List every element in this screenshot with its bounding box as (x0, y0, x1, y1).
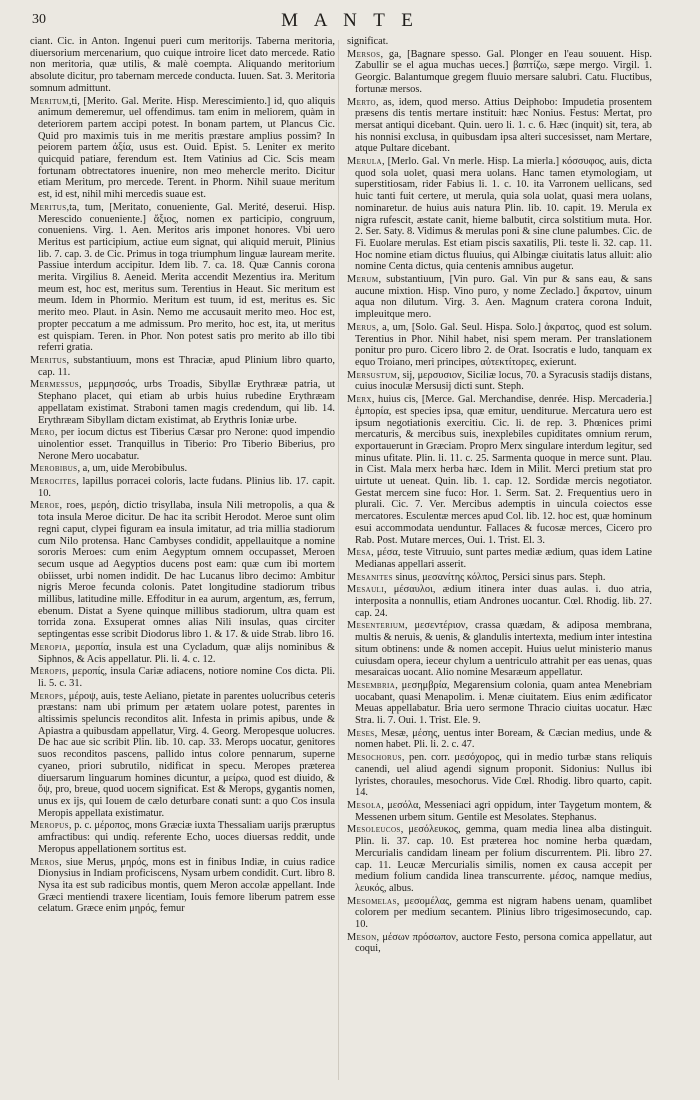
entry-text: , per iocum dictus est Tiberius Cæsar pro Nerone: quod impendio uinolentior esset. Tranquillus in Tiberio: Pro Tiberio Biberius, pro Nerone Mero uocabatur. (38, 427, 335, 462)
dictionary-entry (347, 620, 652, 679)
dictionary-entry (347, 932, 652, 955)
dictionary-entry (30, 96, 335, 201)
dictionary-entry (30, 500, 335, 640)
entry-text: , μεσόλα, Messeniaci agri oppidum, inter Taygetum montem, & Messenen urbem situm. Gentile est Mesolates. Stephanus. (355, 800, 652, 823)
entry-text: , [Merlo. Gal. Vn merle. Hisp. La mierla.] κόσσυφος, auis, dicta quod sola uolet, quasi mera uolans. Hanc tamen etymologiam, ut superstitiosam, rider Fabius li. 1. c. 10. ita Varronem uellicans, sed huic tanti fuit certere, ut merula, quia sola uolat, quasi mera uolans, nominaretur. de huius auis natura Plin. lib. 10. capit. 19. Merula ex nigra rufescit, æstate canit, hieme balbutit, circa solstitium muta. Hor. 2. Ser. Saty. 8. Vidimus & merulas poni & sine clune palumbes. Cic. de Fi. Euolare merulas. Est etiam piscis saxatilis, Pli. teste li. 32. cap. 11. Hoc nomine etiam dictus fluuius, qui Albingæ ciuitatis latus alluit: alio nomine Centa dictus, quia centenis amnibus augetur. (355, 156, 652, 273)
entry-headword: Merocites (30, 476, 77, 488)
entry-headword: Mesa (347, 547, 372, 559)
dictionary-entry (347, 824, 652, 894)
dictionary-entry (347, 322, 652, 369)
entry-text: sinus, μεσανίτης κόλπος, Persici sinus pars. Steph. (392, 571, 606, 583)
left-column (30, 36, 335, 916)
entry-headword: Merobibus (30, 463, 78, 475)
entry-text: , lapillus porracei coloris, lacte fudans. Plinius lib. 17. capit. 10. (38, 476, 335, 499)
entry-text: ,ta, tum, [Meritato, conueniente, Gal. Merité, deserui. Hisp. Merescido conueniente.] ἄξιος, nomen ex participio, congruum, conueniens. Virg. 1. Aen. Meritos aris imponet honores. Vbi uero Meritus est participium, actiue eum signat, qui aliquid meruit, Plinius lib. 7. cap. 3. de Cic. Primus in toga triumphum linguæ lauream merite. Passiue interdum accipitur. Idem lib. 7. ca. 18. Quæ Cannis corona merita. Virgilius 8. Aeneid. Merita accendit Mezentius ira. Meritum meum est, hoc est, meritus sum. Terentius in Heaut. Sic meritum est meum. Idem in Phormio. Meritum est tuum, id est, meritus es. Sic merito meo. Plaut. in Asin. Nemo me accusauit merito meo. Hoc est, propter peccatum a me admissum. Pro merito, hoc est, ita, ut meritus est quispiam. Teren. in Phor. Non potest satis pro merito ab illo tibi referri gratia. (38, 201, 335, 354)
entry-headword: Meroe (30, 500, 60, 512)
entry-text: , μεσεντέριον, crassa quædam, & adiposa membrana, multis & neruis, & uenis, & glandulis intertexta, medium inter intestina situm obtinens: unde & nomen accepit. Huius uelut ministerio manus cuiusdam opera, ieceur chylum a uentriculo attrahit per eas uenas, quas mesaraicas uocant. Alio nomine Mesaræum appellatur. (355, 620, 652, 679)
entry-text: , substantiuum, [Vin puro. Gal. Vin pur & sans eau, & sans aucune mixtion. Hisp. Vino puro, y nome Zeclado.] ἄκρατον, uinum aqua non dilutum. Virg. 3. Aen. Magnum cratera corona Induit, impleuitque mero. (355, 274, 652, 321)
dictionary-entry (30, 691, 335, 820)
entry-headword: Merto (347, 96, 376, 108)
entry-text: , μέροψ, auis, teste Aeliano, pietate in parentes uolucribus ceteris præstans: nam ubi primum per ætatem uolare potest, parentes in altissimis speluncis reconditos alit. Infesta in primis apibus, unde & Apiastra a quibusdam appellatur, Virg. 4. Georg. Meropesque uolucres. De hac aue sic scribit Plin. lib. 10. cap. 33. Merops uocatur, genitores suos reconditos pascens, pallido intus colore pennarum, superne cyaneo, priori subrutilo, nidificat in specu. Meropes præterea diuersarum linguarum homines dicuntur, a μείρω, quod est diuido, & ὄψ, pro, breue, quod uocem significat. Est & Merops, gygantis nomen, unus ex ijs, qui Iouem de cælo deturbare conati sunt: a quo Cos insula Meropis appellata existimatur. (38, 690, 335, 819)
entry-headword: Meson (347, 931, 377, 943)
dictionary-entry (347, 274, 652, 321)
entry-text: , siue Merus, μηρός, mons est in finibus Indiæ, in cuius radice Dionysius in Indiam proficiscens, Nysam urbem condidit. Curt. libro 8. Nysa ita est sub radicibus montis, quem Meron accolæ appellant. Inde Græci mentiendi traxere licentiam, Iouis femore liberum patrem esse celatum. Græce enim μηρός, femur (38, 856, 335, 915)
dictionary-entry (30, 379, 335, 426)
entry-text: ,ti, [Merito. Gal. Merite. Hisp. Merescimiento.] id, quo aliquis animum demeremur, uel offendimus. tam enim in meliorem, quàm in deteriorem partem accipi potest. In bonam partem, ut Plancus Cic. Quid pro maximis tuis in me meritis præstare amplius possim? In peiorem partem ἀξία, usus est. Ouid. Epist. 5. Leniter ex merito quicquid patiare, ferendum est. Item Vatinius ad Cic. Scis meam fortunam obtrectatores inuenire, non meo mehercle merito. Dicitur etiam Meritum, pro mercede. Terent. in Phorm. Nihil suaue meritum est, id est, nihil mihi mercedis suaue est. (38, 95, 335, 201)
entry-text: significat. (347, 36, 389, 47)
entry-text: , μεσημβρία, Megarensium colonia, quam antea Menebriam uocabant, quasi Menapolim. i. Menæ ciuitatem. Eius enim ædificator Meuas appellabatur. Bria uero sermone Thracio ciuitas uocatur. Hæc Stra. li. 7. Oui. 1. Trist. Ele. 9. (355, 679, 652, 727)
entry-text: , μερμησσός, urbs Troadis, Sibyllæ Erythrææ patria, ut Stephano placet, qui etiam ab urbis huius rubedine Erythræam appellatam existimat. Straboni tamen magis credendum, qui lib. 14. Erythræam Sibyllam dictam existimat, ab Erythris Ioniæ urbe. (38, 379, 335, 426)
entry-headword: Mersustum (347, 369, 398, 381)
right-column (347, 36, 652, 956)
entry-text: , Mesæ, μέσης, uentus inter Boream, & Cæcian medius, unde & nomen habet. Pli. li. 2. c. 47. (355, 727, 652, 751)
entry-text: ciant. Cic. in Anton. Ingenui pueri cum meritorijs. Taberna meritoria, diuersorium mercenarium, quo cuique introire licet dato mercede. Ratio non meritoria, quæ utilis, & malè coempta. Aliquando meritorium absolute dicitur, pro tabernam mercede conducta. Iuuen. Sat. 3. Meritoria somnum admittunt. (30, 36, 335, 94)
entry-text: , sij, μερσυσιον, Siciliæ locus, 70. a Syracusis stadijs distans, cuius inoculæ Mersusij dicti sunt. Steph. (355, 369, 652, 393)
entry-headword: Mesauli (347, 584, 384, 596)
entry-headword: Merx (347, 394, 372, 406)
dictionary-entry (30, 355, 335, 378)
entry-headword: Merus (347, 321, 377, 333)
entry-text: , a, um, uide Merobibulus. (77, 463, 188, 475)
page-header (30, 10, 670, 34)
dictionary-entry (30, 202, 335, 354)
entry-headword: Mersos (347, 48, 381, 60)
entry-headword: Mesenterium (347, 620, 405, 632)
dictionary-entry (347, 680, 652, 727)
entry-headword: Meropus (30, 820, 69, 832)
dictionary-entry (30, 476, 335, 499)
dictionary-entry (347, 728, 652, 751)
dictionary-entry (30, 36, 335, 95)
dictionary-entry (30, 642, 335, 665)
dictionary-entry (347, 49, 652, 96)
entry-text: , ga, [Bagnare spesso. Gal. Plonger en l'eau souuent. Hisp. Zabullir se el agua muchas ueces.] βαπτίζω, sæpe mergo. Virgil. 1. Georgic. Balantumque gregem fluuio mersare salubri. Catu. Fluctibus, fortunæ mersos. (355, 48, 652, 95)
dictionary-entry (347, 800, 652, 823)
entry-headword: Meritus (30, 201, 67, 213)
entry-text: , pen. corr. μεσόχορος, qui in medio turbæ stans reliquis canendi, uel aliud agendi signum proponit. Sidonius: Nullus ibi lyristes, choraules, mesochorus. Vide Cœl. Rhodig. libro quarto, capit. 14. (355, 752, 652, 799)
running-head: M A N T E (281, 10, 419, 31)
entry-headword: Meropia (30, 641, 68, 653)
entry-headword: Mesoleucos (347, 824, 401, 836)
entry-text: , μέσαυλοι, ædium itinera inter duas aulas. i. duo atria, interposita a nonnullis, etiam Andrones uocantur. Cœl. Rhodig. lib. 27. cap. 24. (355, 584, 652, 619)
page-number: 30 (32, 12, 46, 27)
entry-headword: Merops (30, 690, 64, 702)
dictionary-entry (30, 427, 335, 462)
dictionary-entry (347, 97, 652, 156)
dictionary-entry (347, 572, 652, 584)
dictionary-entry (347, 36, 652, 48)
dictionary-entry (347, 584, 652, 619)
entry-text: , huius cis, [Merce. Gal. Merchandise, denrée. Hisp. Mercaderia.] ἐμπορία, est species ipsa, quæ emitur, uenditurue. Mercatura uero est ipsum negotiationis exercitiu. Cic. li. de rep. 3. Phœnices primi mercaturis, & mercibus suis, inexplebiles cupiditates omnium rerum, exportauerunt in Græciam. Propro Merx singulare interdum legitur, sed minus ufitate. Plin. li. 11. c. 25. Sarmenta quoque in merce sunt. Plau. in Cist. Mala merx herba hæc. Idem in Milit. Merci pretium stat pro uirtute ut ueneat. Quin. lib. 1. cap. 12. Sordidæ mercis negotiator. Gestat mercem sine fuco: Hor. 1. Serm. Sat. 2. Frequentius uero in plurali. Cic. 7. Ver. Mercibus ademptis in uincula coiectos esse mercatores. Esculentæ merces apud Col. lib. 12. hoc est, quæ hominum esui accommodata uenduntur. Fallaces & fucosæ merces, Cicero pro Rab. Post. Mutare merces, Oui. 1. Trist. El. 3. (355, 394, 652, 546)
entry-text: , μεσομέλας, gemma est nigram habens uenam, quamlibet colorem per medium secantem. Plinius libro trigesimosecundo, cap. 10. (355, 895, 652, 931)
dictionary-entry (347, 156, 652, 273)
entry-headword: Meses (347, 727, 375, 739)
entry-headword: Merum (347, 274, 379, 286)
entry-headword: Meritum (30, 95, 69, 107)
entry-headword: Mesola (347, 800, 382, 811)
entry-headword: Mesochorus (347, 752, 402, 764)
dictionary-entry (347, 370, 652, 393)
dictionary-entry (30, 666, 335, 689)
entry-text: , μεροπίς, insula Cariæ adiacens, notiore nomine Cos dicta. Pli. li. 5. c. 31. (38, 666, 335, 689)
dictionary-entry (347, 896, 652, 931)
entry-headword: Meritus (30, 354, 67, 366)
dictionary-entry (30, 857, 335, 916)
column-divider (338, 40, 339, 1080)
entry-text: , a, um, [Solo. Gal. Seul. Hispa. Solo.] ἀκρατος, quod est solum. Terentius in Phor. Nihil habet, nisi spem meram. Per translationem ponitur pro puro. Cicero libro 2. de Orat. Isocratis e ludo, tanquam ex equo Troiano, meri principes, αὐτεκτίτορες, exierunt. (355, 321, 652, 368)
entry-headword: Merula (347, 156, 382, 168)
entry-text: , μεροπία, insula est una Cycladum, quæ alijs nominibus & Siphnos, & Acis appellatur. Pli. li. 4. c. 12. (38, 641, 335, 665)
entry-headword: Mesembria (347, 679, 396, 691)
entry-text: , substantiuum, mons est Thraciæ, apud Plinium libro quarto, cap. 11. (38, 354, 335, 378)
entry-headword: Meropis (30, 666, 67, 678)
entry-text: , μεσόλευκος, gemma, quam media linea alba distinguit. Plin. li. 37. cap. 10. Est præterea hoc nomine herba quædam, Mercurialis candidam lineam per folium discurrentem. Pli. libro 27. cap. 11. Leucæ Mercurialis similis, nomen ex causa accepit per medium folium candida linea transcurrente. μέσος, namque medius, λευκός, albus. (355, 824, 652, 894)
entry-text: , μέσα, teste Vitruuio, sunt partes mediæ ædium, quas idem Latine Medianas appellari asserit. (355, 547, 652, 570)
dictionary-entry (347, 547, 652, 570)
entry-headword: Mero (30, 427, 55, 439)
entry-text: , p. c. μέροπος, mons Græciæ iuxta Thessaliam uarijs præruptus amfractibus: qui undiq. referente Echo, uoces diuersas reddit, unde Meropus appellationem sortitus est. (38, 820, 335, 855)
entry-text: , μέσων πρόσωπον, auctore Festo, persona comica appellatur, aut coqui, (355, 931, 652, 955)
dictionary-entry (347, 752, 652, 799)
entry-text: , roes, μερόη, dictio trisyllaba, insula Nili metropolis, a qua & tota insula Meroe dicitur. De hac ita scribit Herodot. Meroe sunt olim regni caput, clypei figuram ea insula imitatur, ad tria millia stadiorum cum Nilo protensa. Hanc Cambyses condidit, appellauitque a nomine sororis Meroes: cum enim Aegyptum omnem occupasset, Meroen secum usque ad Aegyptios ducens post eam: quæ cum ibi mortem obiisset, urbi nomen indidit. De hac Lucanus libro decimo: Ambitur nigris Meroe fecunda colonis. Patet longitudine stadiorum tribus millibus, latitudine mille. Effoditur in ea aurum, argentum, æs, ferrum, ebenum. Distat a Syene quinque millibus stadiorum, ultra quam est torrida zona. Exsuperat omnes alias Nili insulas, quas circiter septingentas esse scribit Diodorus libro 1. & 17. & uide Strab. libro 16. (38, 500, 335, 641)
entry-text: , as, idem, quod merso. Attius Deiphobo: Impudetia prosentem præsens dis tentis mertare instituit: hæc Nonius. Festus: Mertat, pro mersat antiqui dicebant. Quin. uero li. 1. c. 6. Hæc (inquit) sit, tera, ab his nonnisi exclusa, in quibusdam ipsa alteri succesisset, nam Mertare, atque Pultare dicebant. (355, 96, 652, 155)
dictionary-entry (30, 463, 335, 475)
entry-headword: Mermessus (30, 379, 80, 391)
entry-headword: Meros (30, 856, 60, 868)
dictionary-entry (347, 394, 652, 546)
entry-headword: Mesomelas (347, 895, 397, 907)
dictionary-entry (30, 820, 335, 855)
entry-headword: Mesanites (347, 571, 393, 583)
